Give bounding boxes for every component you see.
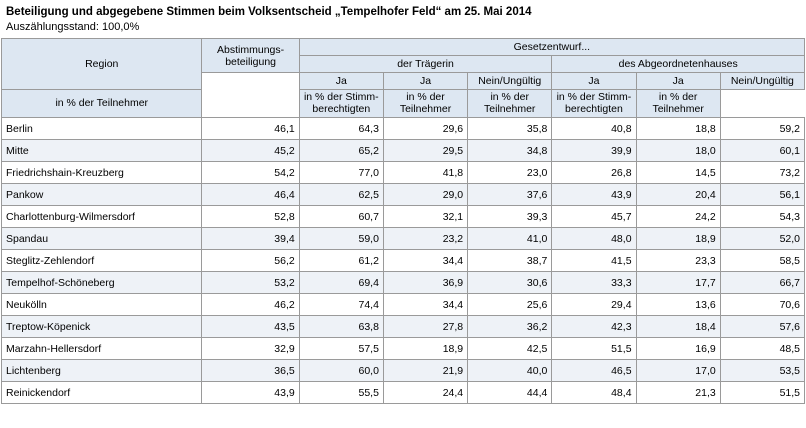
cell-a-ja-stimm: 14,5	[636, 162, 720, 184]
page-subtitle: Auszählungsstand: 100,0%	[6, 21, 140, 33]
cell-t-ja-stimm: 34,4	[383, 294, 467, 316]
header-row-group	[2, 39, 805, 56]
cell-a-ja-teil: 39,9	[552, 140, 636, 162]
unit-traegerin-ja: in % der Teilnehmer	[2, 90, 202, 118]
cell-t-nein: 25,6	[468, 294, 552, 316]
cell-t-ja-stimm: 18,9	[383, 338, 467, 360]
cell-t-ja-teil: 60,0	[299, 360, 383, 382]
cell-a-nein: 54,3	[720, 206, 804, 228]
table-row	[2, 360, 805, 382]
cell-a-ja-stimm: 18,9	[636, 228, 720, 250]
results-table	[1, 38, 805, 404]
cell-region: Steglitz-Zehlendorf	[2, 250, 202, 272]
table-row	[2, 162, 805, 184]
cell-participation: 54,2	[202, 162, 299, 184]
cell-a-ja-teil: 51,5	[552, 338, 636, 360]
cell-participation: 53,2	[202, 272, 299, 294]
column-header-region: Region	[2, 39, 202, 90]
cell-region: Mitte	[2, 140, 202, 162]
cell-region: Spandau	[2, 228, 202, 250]
unit-ah-nein: in % der Teilnehmer	[636, 90, 720, 118]
unit-ah-ja-stimm: in % der Stimm-berechtigten	[552, 90, 636, 118]
unit-traegerin-nein: in % der Teilnehmer	[383, 90, 467, 118]
cell-a-ja-teil: 48,4	[552, 382, 636, 404]
cell-t-ja-teil: 77,0	[299, 162, 383, 184]
cell-participation: 46,1	[202, 118, 299, 140]
cell-a-nein: 56,1	[720, 184, 804, 206]
cell-a-nein: 70,6	[720, 294, 804, 316]
cell-t-ja-stimm: 23,2	[383, 228, 467, 250]
cell-t-nein: 34,8	[468, 140, 552, 162]
table-row	[2, 250, 805, 272]
cell-t-ja-teil: 60,7	[299, 206, 383, 228]
table-row	[2, 206, 805, 228]
cell-a-ja-teil: 41,5	[552, 250, 636, 272]
cell-region: Lichtenberg	[2, 360, 202, 382]
table-row	[2, 140, 805, 162]
cell-a-ja-stimm: 13,6	[636, 294, 720, 316]
cell-t-nein: 35,8	[468, 118, 552, 140]
cell-a-nein: 60,1	[720, 140, 804, 162]
cell-a-ja-teil: 46,5	[552, 360, 636, 382]
cell-region: Charlottenburg-Wilmersdorf	[2, 206, 202, 228]
cell-participation: 39,4	[202, 228, 299, 250]
unit-traegerin-ja-stimm: in % der Stimm-berechtigten	[299, 90, 383, 118]
cell-t-ja-teil: 57,5	[299, 338, 383, 360]
column-header-traegerin-ja: Ja	[299, 73, 383, 90]
cell-a-ja-stimm: 24,2	[636, 206, 720, 228]
cell-a-ja-stimm: 17,0	[636, 360, 720, 382]
table-row	[2, 228, 805, 250]
table-header	[2, 39, 805, 118]
cell-region: Reinickendorf	[2, 382, 202, 404]
cell-t-ja-stimm: 21,9	[383, 360, 467, 382]
column-header-traegerin-nein: Nein/Ungültig	[468, 73, 552, 90]
cell-region: Berlin	[2, 118, 202, 140]
cell-a-ja-teil: 40,8	[552, 118, 636, 140]
cell-a-ja-stimm: 18,8	[636, 118, 720, 140]
column-header-abgeordnetenhaus: des Abgeordnetenhauses	[552, 56, 805, 73]
cell-participation: 46,2	[202, 294, 299, 316]
cell-t-ja-teil: 62,5	[299, 184, 383, 206]
cell-t-nein: 23,0	[468, 162, 552, 184]
cell-participation: 43,9	[202, 382, 299, 404]
column-header-ah-ja-stimm: Ja	[636, 73, 720, 90]
table-row	[2, 184, 805, 206]
cell-a-nein: 66,7	[720, 272, 804, 294]
cell-a-nein: 53,5	[720, 360, 804, 382]
cell-t-ja-stimm: 36,9	[383, 272, 467, 294]
cell-participation: 52,8	[202, 206, 299, 228]
table-row	[2, 316, 805, 338]
cell-t-nein: 36,2	[468, 316, 552, 338]
cell-t-nein: 41,0	[468, 228, 552, 250]
cell-region: Treptow-Köpenick	[2, 316, 202, 338]
cell-t-ja-teil: 65,2	[299, 140, 383, 162]
cell-t-nein: 30,6	[468, 272, 552, 294]
cell-participation: 46,4	[202, 184, 299, 206]
cell-a-ja-stimm: 18,0	[636, 140, 720, 162]
cell-a-ja-stimm: 17,7	[636, 272, 720, 294]
cell-a-nein: 73,2	[720, 162, 804, 184]
cell-t-ja-stimm: 32,1	[383, 206, 467, 228]
cell-t-ja-teil: 64,3	[299, 118, 383, 140]
cell-t-ja-stimm: 27,8	[383, 316, 467, 338]
table-body	[2, 118, 805, 404]
cell-t-ja-stimm: 24,4	[383, 382, 467, 404]
cell-a-ja-stimm: 18,4	[636, 316, 720, 338]
cell-region: Neukölln	[2, 294, 202, 316]
cell-participation: 45,2	[202, 140, 299, 162]
cell-participation: 32,9	[202, 338, 299, 360]
cell-t-ja-stimm: 29,6	[383, 118, 467, 140]
cell-region: Marzahn-Hellersdorf	[2, 338, 202, 360]
header-row-units	[2, 90, 805, 118]
cell-t-ja-teil: 59,0	[299, 228, 383, 250]
cell-a-nein: 51,5	[720, 382, 804, 404]
cell-t-nein: 42,5	[468, 338, 552, 360]
cell-t-ja-stimm: 41,8	[383, 162, 467, 184]
cell-t-ja-teil: 55,5	[299, 382, 383, 404]
cell-a-ja-stimm: 23,3	[636, 250, 720, 272]
cell-t-ja-stimm: 29,0	[383, 184, 467, 206]
column-header-traegerin: der Trägerin	[299, 56, 552, 73]
cell-region: Pankow	[2, 184, 202, 206]
cell-t-ja-teil: 63,8	[299, 316, 383, 338]
cell-region: Friedrichshain-Kreuzberg	[2, 162, 202, 184]
table-row	[2, 272, 805, 294]
page-title: Beteiligung und abgegebene Stimmen beim Volksentscheid „Tempelhofer Feld“ am 25. Mai 2014	[6, 6, 532, 18]
cell-a-ja-teil: 33,3	[552, 272, 636, 294]
table-row	[2, 294, 805, 316]
cell-a-nein: 48,5	[720, 338, 804, 360]
table-row	[2, 338, 805, 360]
cell-a-ja-stimm: 16,9	[636, 338, 720, 360]
cell-participation: 36,5	[202, 360, 299, 382]
cell-a-ja-stimm: 21,3	[636, 382, 720, 404]
cell-a-nein: 52,0	[720, 228, 804, 250]
column-header-gesetzentwurf: Gesetzentwurf...	[299, 39, 804, 56]
cell-a-nein: 58,5	[720, 250, 804, 272]
cell-t-ja-teil: 61,2	[299, 250, 383, 272]
cell-t-ja-teil: 69,4	[299, 272, 383, 294]
column-header-participation: Abstimmungs-beteiligung	[202, 39, 299, 73]
column-header-traegerin-ja-stimm: Ja	[383, 73, 467, 90]
cell-a-ja-teil: 42,3	[552, 316, 636, 338]
cell-a-ja-teil: 26,8	[552, 162, 636, 184]
cell-a-nein: 59,2	[720, 118, 804, 140]
table-row	[2, 118, 805, 140]
cell-region: Tempelhof-Schöneberg	[2, 272, 202, 294]
cell-t-nein: 44,4	[468, 382, 552, 404]
cell-t-nein: 39,3	[468, 206, 552, 228]
cell-a-ja-teil: 43,9	[552, 184, 636, 206]
cell-t-ja-teil: 74,4	[299, 294, 383, 316]
cell-t-ja-stimm: 34,4	[383, 250, 467, 272]
cell-participation: 43,5	[202, 316, 299, 338]
cell-a-ja-teil: 48,0	[552, 228, 636, 250]
cell-a-nein: 57,6	[720, 316, 804, 338]
column-header-ah-nein: Nein/Ungültig	[720, 73, 804, 90]
cell-a-ja-stimm: 20,4	[636, 184, 720, 206]
cell-t-nein: 40,0	[468, 360, 552, 382]
cell-t-nein: 37,6	[468, 184, 552, 206]
cell-participation: 56,2	[202, 250, 299, 272]
unit-ah-ja: in % der Teilnehmer	[468, 90, 552, 118]
cell-a-ja-teil: 29,4	[552, 294, 636, 316]
cell-t-ja-stimm: 29,5	[383, 140, 467, 162]
column-header-ah-ja: Ja	[552, 73, 636, 90]
cell-a-ja-teil: 45,7	[552, 206, 636, 228]
cell-t-nein: 38,7	[468, 250, 552, 272]
table-row	[2, 382, 805, 404]
